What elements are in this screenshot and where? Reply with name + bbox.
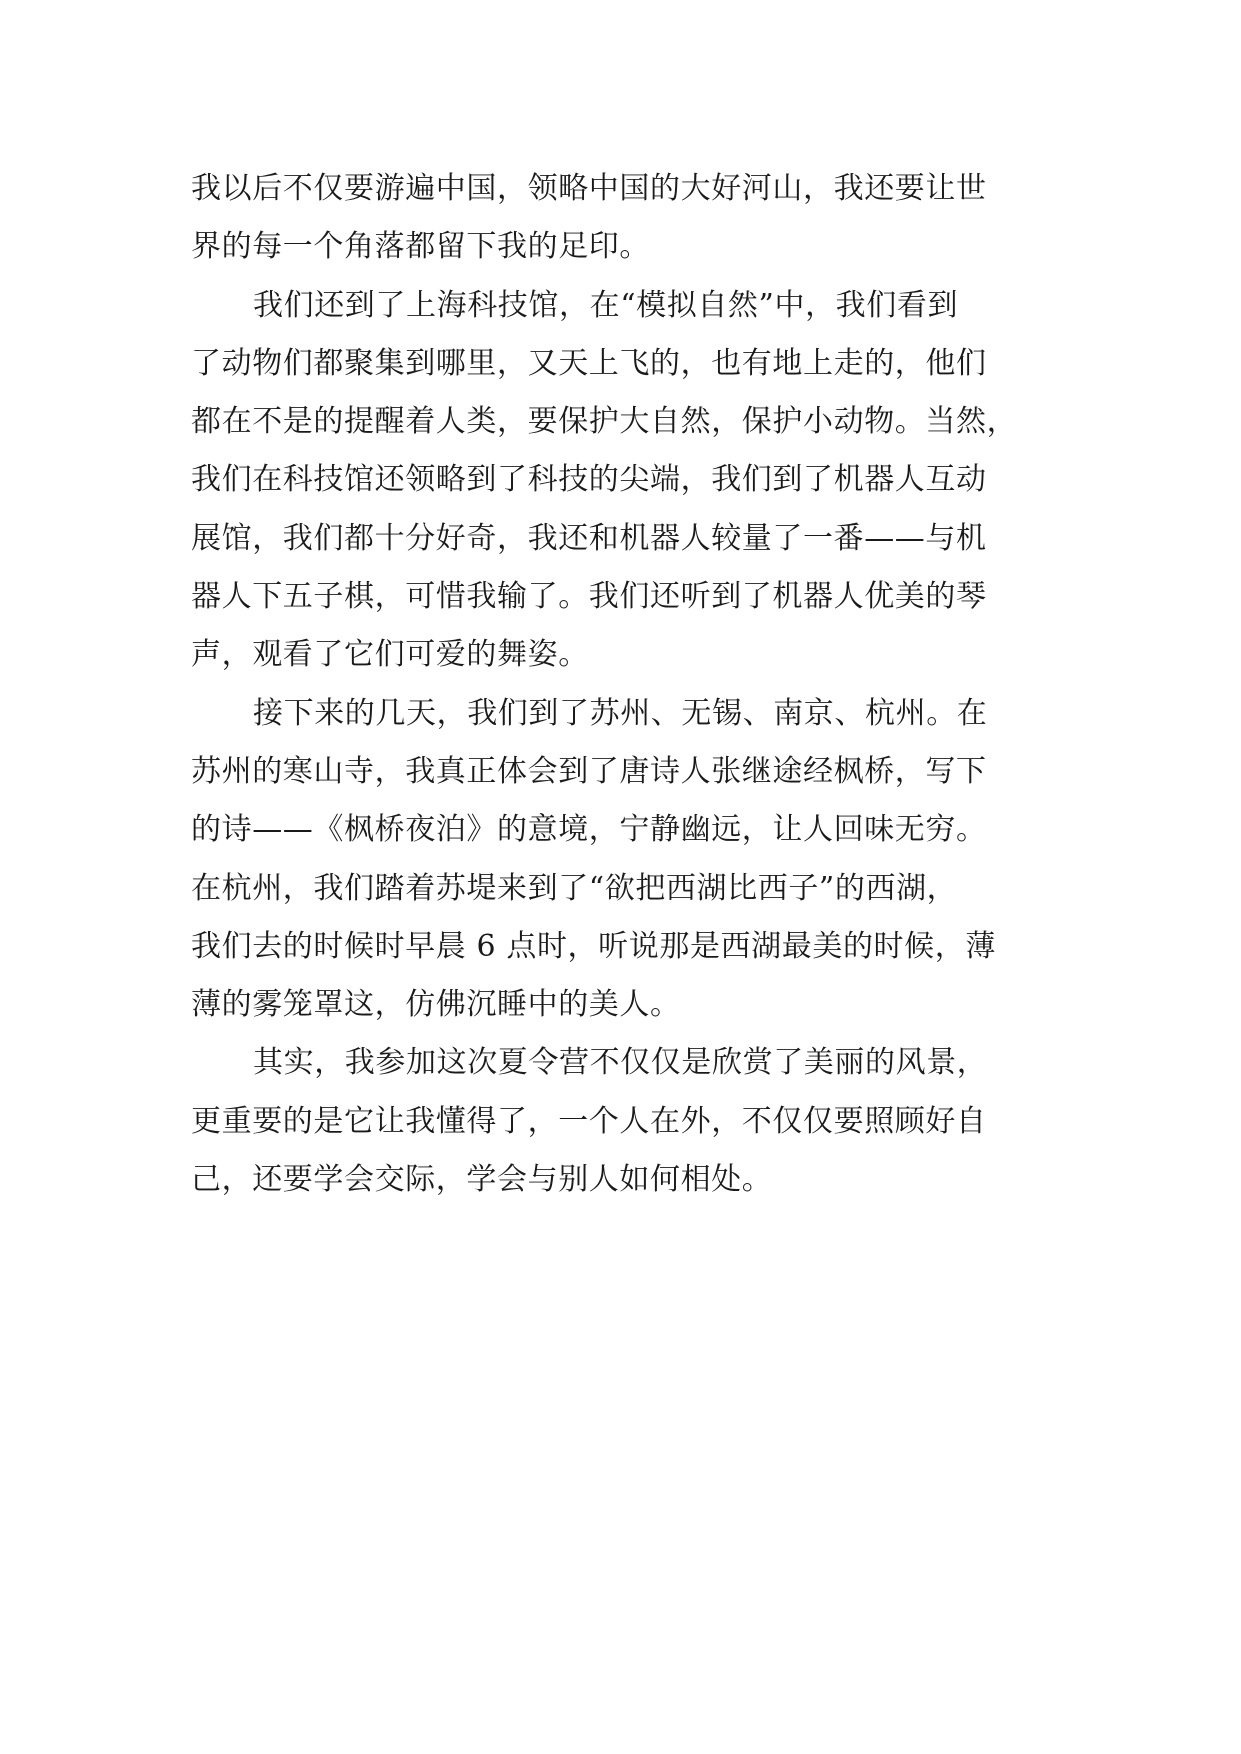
text-line: 界的每一个角落都留下我的足印。 bbox=[191, 229, 650, 265]
text-line: 在杭州，我们踏着苏堤来到了“欲把西湖比西子”的西湖， bbox=[191, 870, 958, 906]
text-line: 苏州的寒山寺，我真正体会到了唐诗人张继途经枫桥，写下 bbox=[191, 753, 987, 789]
text-line: 的诗——《枫桥夜泊》的意境，宁静幽远，让人回味无穷。 bbox=[191, 812, 987, 848]
document-body bbox=[191, 160, 1049, 1209]
text-line: 展馆，我们都十分好奇，我还和机器人较量了一番——与机 bbox=[191, 520, 987, 556]
text-line: 了动物们都聚集到哪里，又天上飞的，也有地上走的，他们 bbox=[191, 345, 987, 381]
text-line: 我们在科技馆还领略到了科技的尖端，我们到了机器人互动 bbox=[191, 462, 987, 498]
text-line: 薄的雾笼罩这，仿佛沉睡中的美人。 bbox=[191, 987, 681, 1023]
paragraph-first-line: 其实，我参加这次夏令营不仅仅是欣赏了美丽的风景， bbox=[253, 1045, 988, 1081]
text-line: 器人下五子棋，可惜我输了。我们还听到了机器人优美的琴 bbox=[191, 579, 987, 615]
paragraph-first-line: 我们还到了上海科技馆，在“模拟自然”中，我们看到 bbox=[253, 287, 959, 323]
text-line: 己，还要学会交际，学会与别人如何相处。 bbox=[191, 1162, 773, 1198]
text-line: 我以后不仅要游遍中国，领略中国的大好河山，我还要让世 bbox=[191, 171, 987, 206]
text-line: 更重要的是它让我懂得了，一个人在外，不仅仅要照顾好自 bbox=[191, 1103, 987, 1139]
text-line: 声，观看了它们可爱的舞姿。 bbox=[191, 637, 589, 673]
text-line: 都在不是的提醒着人类，要保护大自然，保护小动物。当然， bbox=[191, 404, 1018, 440]
paragraph-first-line: 接下来的几天，我们到了苏州、无锡、南京、杭州。在 bbox=[253, 695, 988, 731]
text-line: 我们去的时候时早晨 6 点时，听说那是西湖最美的时候，薄 bbox=[191, 928, 996, 964]
